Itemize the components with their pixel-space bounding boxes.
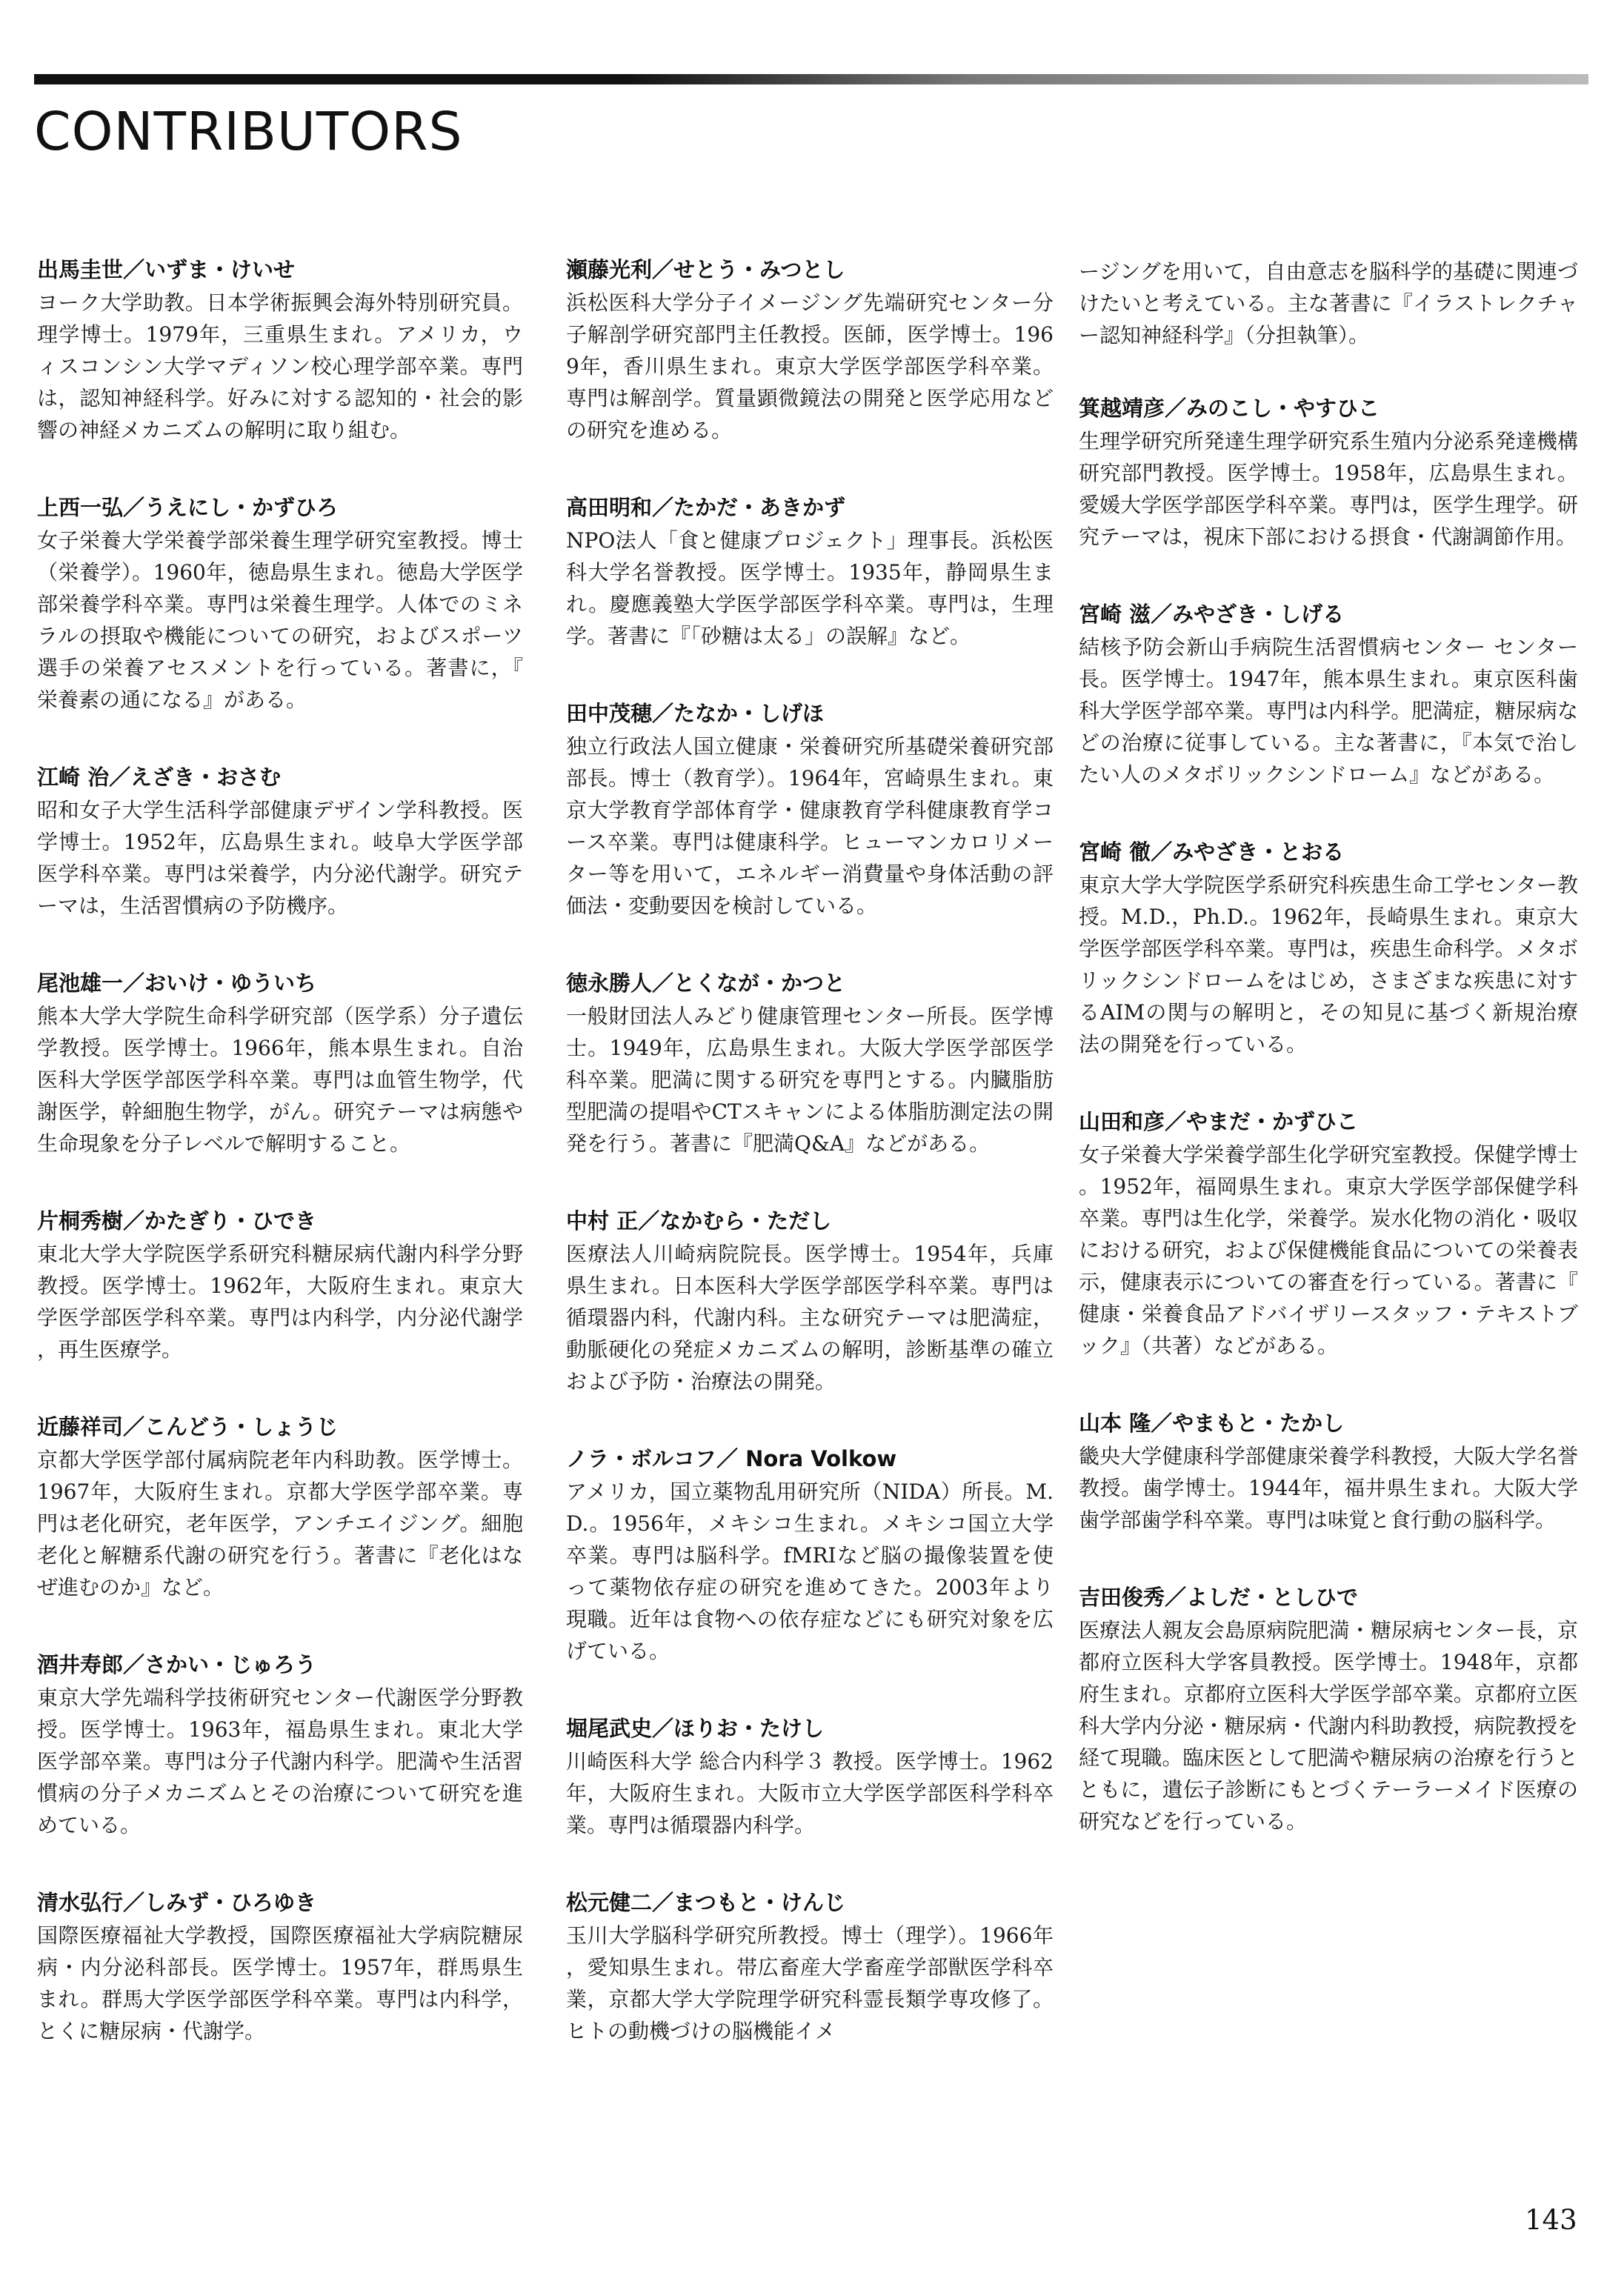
contributor-bio: 畿央大学健康科学部健康栄養学科教授，大阪大学名誉教授。歯学博士。1944年，福井県生まれ。大阪大学歯学部歯学科卒業。専門は味覚と食行動の脳科学。	[1079, 1444, 1578, 1532]
contributor-entry	[566, 1714, 1054, 1841]
contributor-bio: 京都大学医学部付属病院老年内科助教。医学博士。1967年，大阪府生まれ。京都大学医学部卒業。専門は老化研究，老年医学，アンチエイジング。細胞老化と解糖系代謝の研究を行う。著書に『老化はなぜ進むのか』など。	[37, 1448, 523, 1600]
contributor-bio: NPO法人「食と健康プロジェクト」理事長。浜松医科大学名誉教授。医学博士。1935年，静岡県生まれ。慶應義塾大学医学部医学科卒業。専門は，生理学。著書に『「砂糖は太る」の誤解』など。	[566, 528, 1054, 648]
contributor-name: 吉田俊秀／よしだ・としひで	[1079, 1585, 1359, 1610]
contributor-entry	[566, 256, 1054, 446]
contributor-name: 酒井寿郎／さかい・じゅろう	[37, 1652, 317, 1677]
contributor-entry	[566, 699, 1054, 922]
contributor-entry	[1079, 256, 1578, 351]
contributor-entry	[37, 763, 523, 922]
contributor-bio: 生理学研究所発達生理学研究系生殖内分泌系発達機構研究部門教授。医学博士。1958年，広島県生まれ。愛媛大学医学部医学科卒業。専門は，医学生理学。研究テーマは，視床下部における摂食・代謝調節作用。	[1079, 429, 1578, 549]
contributor-entry	[1079, 1583, 1578, 1837]
top-rule	[34, 74, 1588, 84]
contributor-name: 宮崎 徹／みやざき・とおる	[1079, 839, 1345, 865]
contributor-bio: アメリカ，国立薬物乱用研究所（NIDA）所長。M.D.。1956年，メキシコ生まれ。メキシコ国立大学卒業。専門は脳科学。fMRIなど脳の撮像装置を使って薬物依存症の研究を進めてきた。2003年より現職。近年は食物への依存症などにも研究対象を広げている。	[566, 1479, 1054, 1663]
contributor-name: 片桐秀樹／かたぎり・ひでき	[37, 1208, 317, 1234]
page-title: CONTRIBUTORS	[34, 101, 463, 162]
page-number: 143	[1525, 2204, 1577, 2236]
contributor-bio: 女子栄養大学栄養学部生化学研究室教授。保健学博士。1952年，福岡県生まれ。東京大学医学部保健学科卒業。専門は生化学，栄養学。炭水化物の消化・吸収における研究，および保健機能食品についての栄養表示，健康表示についての審査を行っている。著書に『健康・栄養食品アドバイザリースタッフ・テキストブック』（共著）などがある。	[1079, 1142, 1578, 1358]
contributor-entry	[566, 1207, 1054, 1397]
contributor-entry	[37, 969, 523, 1159]
contributor-name: 田中茂穂／たなか・しげほ	[566, 701, 825, 726]
contributor-bio: 結核予防会新山手病院生活習慣病センター センター長。医学博士。1947年，熊本県生まれ。東京医科歯科大学医学部卒業。専門は内科学。肥満症，糖尿病などの治療に従事している。主な著書に，『本気で治したい人のメタボリックシンドローム』などがある。	[1079, 635, 1578, 787]
contributor-name: 宮崎 滋／みやざき・しげる	[1079, 602, 1345, 627]
contributor-entry	[566, 493, 1054, 652]
contributor-bio: 東京大学大学院医学系研究科疾患生命工学センター教授。M.D.，Ph.D.。1962年，長崎県生まれ。東京大学医学部医学科卒業。専門は，疾患生命科学。メタボリックシンドロームをはじめ，さまざまな疾患に対するAIMの関与の解明と，その知見に基づく新規治療法の開発を行っている。	[1079, 873, 1578, 1056]
contributor-entry	[566, 969, 1054, 1159]
contributor-bio: 東京大学先端科学技術研究センター代謝医学分野教授。医学博士。1963年，福島県生まれ。東北大学医学部卒業。専門は分子代謝内科学。肥満や生活習慣病の分子メカニズムとその治療について研究を進めている。	[37, 1685, 523, 1837]
contributor-entry	[1079, 1108, 1578, 1362]
contributor-name: 山田和彦／やまだ・かずひこ	[1079, 1109, 1359, 1134]
contributor-name: 瀬藤光利／せとう・みつとし	[566, 257, 845, 282]
contributor-entry	[37, 1207, 523, 1365]
contributor-name: 山本 隆／やまもと・たかし	[1079, 1411, 1345, 1436]
contributor-name: 松元健二／まつもと・けんじ	[566, 1890, 846, 1915]
contributor-name: ノラ・ボルコフ／ Nora Volkow	[566, 1446, 897, 1471]
contributor-name: 江崎 治／えざき・おさむ	[37, 765, 282, 790]
contributors-column-2	[566, 256, 1054, 2094]
contributor-entry	[566, 1888, 1054, 2047]
contributor-entry	[1079, 1409, 1578, 1536]
contributor-name: 清水弘行／しみず・ひろゆき	[37, 1890, 317, 1915]
contributor-entry	[37, 1651, 523, 1841]
contributor-bio: 東北大学大学院医学系研究科糖尿病代謝内科学分野教授。医学博士。1962年，大阪府生まれ。東京大学医学部医学科卒業。専門は内科学，内分泌代謝学，再生医療学。	[37, 1242, 523, 1362]
contributors-column-1	[37, 256, 523, 2094]
contributor-name: 尾池雄一／おいけ・ゆういち	[37, 971, 317, 996]
contributor-bio: 医療法人親友会島原病院肥満・糖尿病センター長，京都府立医科大学客員教授。医学博士。1948年，京都府生まれ。京都府立医科大学医学部卒業。京都府立医科大学内分泌・糖尿病・代謝内科助教授，病院教授を経て現職。臨床医として肥満や糖尿病の治療を行うとともに，遺伝子診断にもとづくテーラーメイド医療の研究などを行っている。	[1079, 1618, 1578, 1834]
contributor-bio: 一般財団法人みどり健康管理センター所長。医学博士。1949年，広島県生まれ。大阪大学医学部医学科卒業。肥満に関する研究を専門とする。内臓脂肪型肥満の提唱やCTスキャンによる体脂肪測定法の開発を行う。著書に『肥満Q&A』などがある。	[566, 1004, 1054, 1156]
contributor-bio: 熊本大学大学院生命科学研究部（医学系）分子遺伝学教授。医学博士。1966年，熊本県生まれ。自治医科大学医学部医学科卒業。専門は血管生物学，代謝医学，幹細胞生物学，がん。研究テーマは病態や生命現象を分子レベルで解明すること。	[37, 1004, 523, 1156]
contributor-entry	[1079, 838, 1578, 1060]
contributor-entry	[37, 1888, 523, 2047]
contributor-bio: 川崎医科大学 総合内科学３ 教授。医学博士。1962年，大阪府生まれ。大阪市立大学医学部医科学科卒業。専門は循環器内科学。	[566, 1749, 1054, 1837]
contributor-bio: 国際医療福祉大学教授，国際医療福祉大学病院糖尿病・内分泌科部長。医学博士。1957年，群馬県生まれ。群馬大学医学部医学科卒業。専門は内科学，とくに糖尿病・代謝学。	[37, 1923, 523, 2043]
contributor-entry	[37, 1413, 523, 1603]
contributor-bio: 医療法人川崎病院院長。医学博士。1954年，兵庫県生まれ。日本医科大学医学部医学科卒業。専門は循環器内科，代謝内科。主な研究テーマは肥満症，動脈硬化の発症メカニズムの解明，診断基準の確立および予防・治療法の開発。	[566, 1242, 1054, 1394]
contributor-name: 出馬圭世／いずま・けいせ	[37, 257, 296, 282]
contributor-name: 上西一弘／うえにし・かずひろ	[37, 495, 339, 520]
contributor-name: 高田明和／たかだ・あきかず	[566, 495, 846, 520]
contributor-entry	[1079, 394, 1578, 553]
contributor-entry	[37, 493, 523, 716]
contributor-name: 近藤祥司／こんどう・しょうじ	[37, 1414, 339, 1439]
contributor-entry	[566, 1445, 1054, 1667]
contributor-name: 徳永勝人／とくなが・かつと	[566, 971, 846, 996]
contributor-bio: 昭和女子大学生活科学部健康デザイン学科教授。医学博士。1952年，広島県生まれ。岐阜大学医学部医学科卒業。専門は栄養学，内分泌代謝学。研究テーマは，生活習慣病の予防機序。	[37, 798, 523, 918]
contributor-bio: 女子栄養大学栄養学部栄養生理学研究室教授。博士（栄養学）。1960年，徳島県生まれ。徳島大学医学部栄養学科卒業。専門は栄養生理学。人体でのミネラルの摂取や機能についての研究，およびスポーツ選手の栄養アセスメントを行っている。著書に，『栄養素の通になる』がある。	[37, 528, 523, 712]
contributor-bio: 独立行政法人国立健康・栄養研究所基礎栄養研究部 部長。博士（教育学）。1964年，宮崎県生まれ。東京大学教育学部体育学・健康教育学科健康教育学コース卒業。専門は健康科学。ヒューマンカロリメーター等を用いて，エネルギー消費量や身体活動の評価法・変動要因を検討している。	[566, 734, 1054, 918]
contributor-bio: ージングを用いて，自由意志を脳科学的基礎に関連づけたいと考えている。主な著書に『イラストレクチャー認知神経科学』（分担執筆）。	[1079, 259, 1578, 347]
contributor-entry	[1079, 600, 1578, 790]
contributor-name: 堀尾武史／ほりお・たけし	[566, 1716, 825, 1741]
contributor-bio: 玉川大学脳科学研究所教授。博士（理学）。1966年，愛知県生まれ。帯広畜産大学畜産学部獣医学科卒業，京都大学大学院理学研究科霊長類学専攻修了。ヒトの動機づけの脳機能イメ	[566, 1923, 1054, 2043]
contributors-column-3	[1079, 256, 1578, 1885]
contributor-bio: ヨーク大学助教。日本学術振興会海外特別研究員。理学博士。1979年，三重県生まれ。アメリカ，ウィスコンシン大学マディソン校心理学部卒業。専門は，認知神経科学。好みに対する認知的・社会的影響の神経メカニズムの解明に取り組む。	[37, 290, 523, 442]
contributor-name: 中村 正／なかむら・ただし	[566, 1208, 832, 1234]
contributor-bio: 浜松医科大学分子イメージング先端研究センター分子解剖学研究部門主任教授。医師，医学博士。1969年，香川県生まれ。東京大学医学部医学科卒業。専門は解剖学。質量顕微鏡法の開発と医学応用などの研究を進める。	[566, 290, 1054, 442]
contributor-name: 箕越靖彦／みのこし・やすひこ	[1079, 396, 1380, 421]
contributor-entry	[37, 256, 523, 446]
